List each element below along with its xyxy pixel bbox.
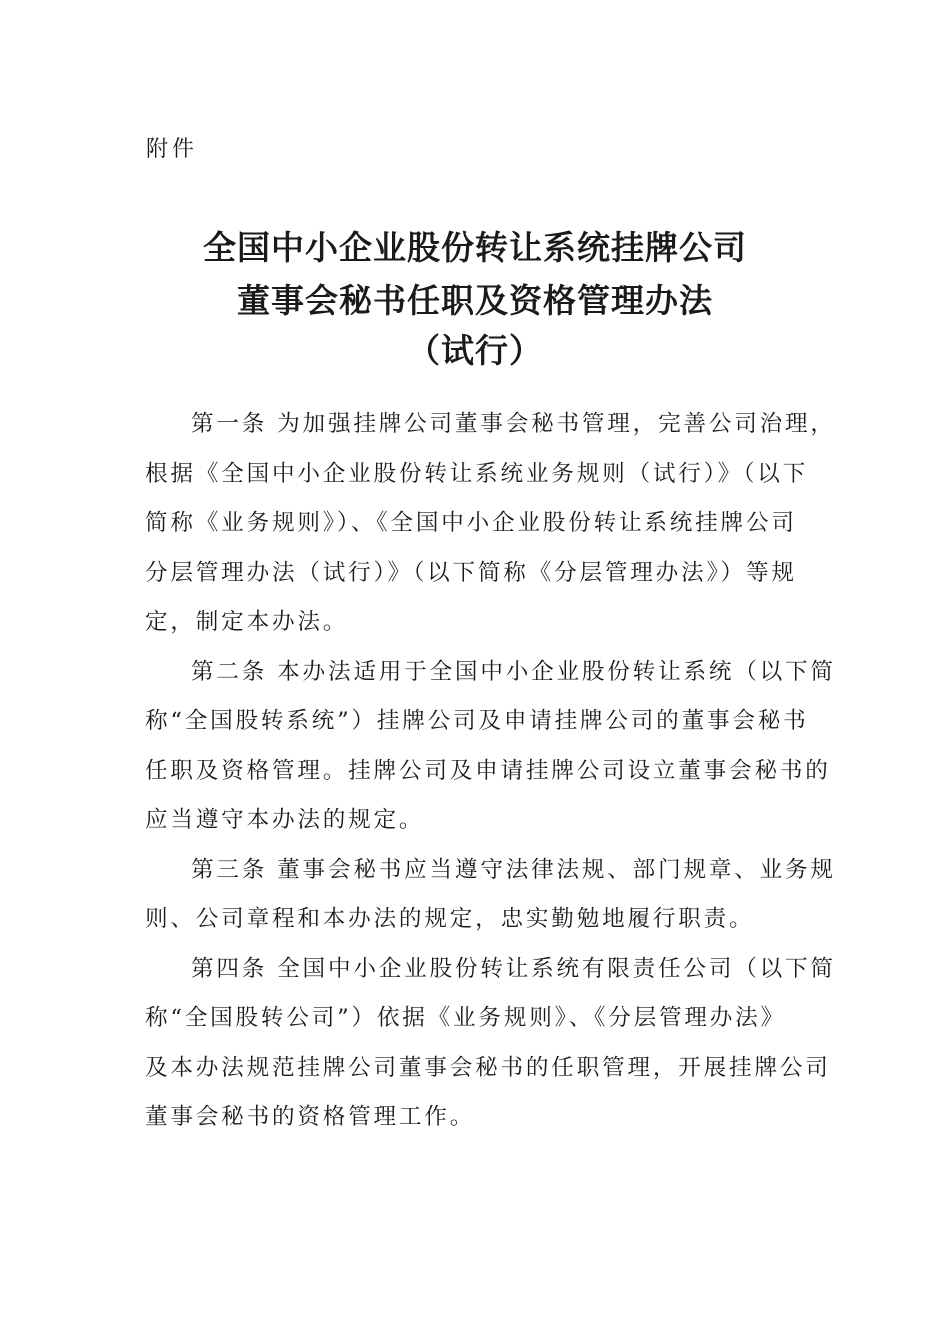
article-3-line-2: 则、公司章程和本办法的规定，忠实勤勉地履行职责。 <box>145 906 755 932</box>
article-2-line-2: 称“全国股转系统”）挂牌公司及申请挂牌公司的董事会秘书 <box>145 708 809 734</box>
article-1-line-3: 简称《业务规则》）、《全国中小企业股份转让系统挂牌公司 <box>145 510 797 536</box>
article-1-line-1: 第一条 为加强挂牌公司董事会秘书管理，完善公司治理， <box>191 411 836 437</box>
article-4-line-4: 董事会秘书的资格管理工作。 <box>145 1104 476 1130</box>
article-2-line-1: 第二条 本办法适用于全国中小企业股份转让系统（以下简 <box>191 658 836 685</box>
article-1-line-5: 定，制定本办法。 <box>145 609 349 635</box>
article-1-line-2: 根据《全国中小企业股份转让系统业务规则（试行）》（以下 <box>145 460 809 487</box>
article-3-line-1: 第三条 董事会秘书应当遵守法律法规、部门规章、业务规 <box>191 856 836 883</box>
article-2-line-4: 应当遵守本办法的规定。 <box>145 807 425 833</box>
document-title-line-1: 全国中小企业股份转让系统挂牌公司 <box>203 228 747 267</box>
attachment-label: 附件 <box>146 137 199 162</box>
article-2-line-3: 任职及资格管理。挂牌公司及申请挂牌公司设立董事会秘书的 <box>145 757 831 784</box>
document-title-line-2: 董事会秘书任职及资格管理办法 <box>237 281 713 320</box>
article-1-line-4: 分层管理办法（试行）》（以下简称《分层管理办法》）等规 <box>145 559 797 586</box>
article-1 <box>145 400 836 648</box>
article-3 <box>145 846 836 945</box>
article-4-line-3: 及本办法规范挂牌公司董事会秘书的任职管理，开展挂牌公司 <box>145 1054 831 1081</box>
document-title-line-3: （试行） <box>407 331 543 370</box>
article-4-line-1: 第四条 全国中小企业股份转让系统有限责任公司（以下简 <box>191 955 836 982</box>
document-body <box>145 400 836 1143</box>
article-4-line-2: 称“全国股转公司”）依据《业务规则》、《分层管理办法》 <box>145 1005 786 1031</box>
article-2 <box>145 648 836 846</box>
article-4 <box>145 945 836 1143</box>
